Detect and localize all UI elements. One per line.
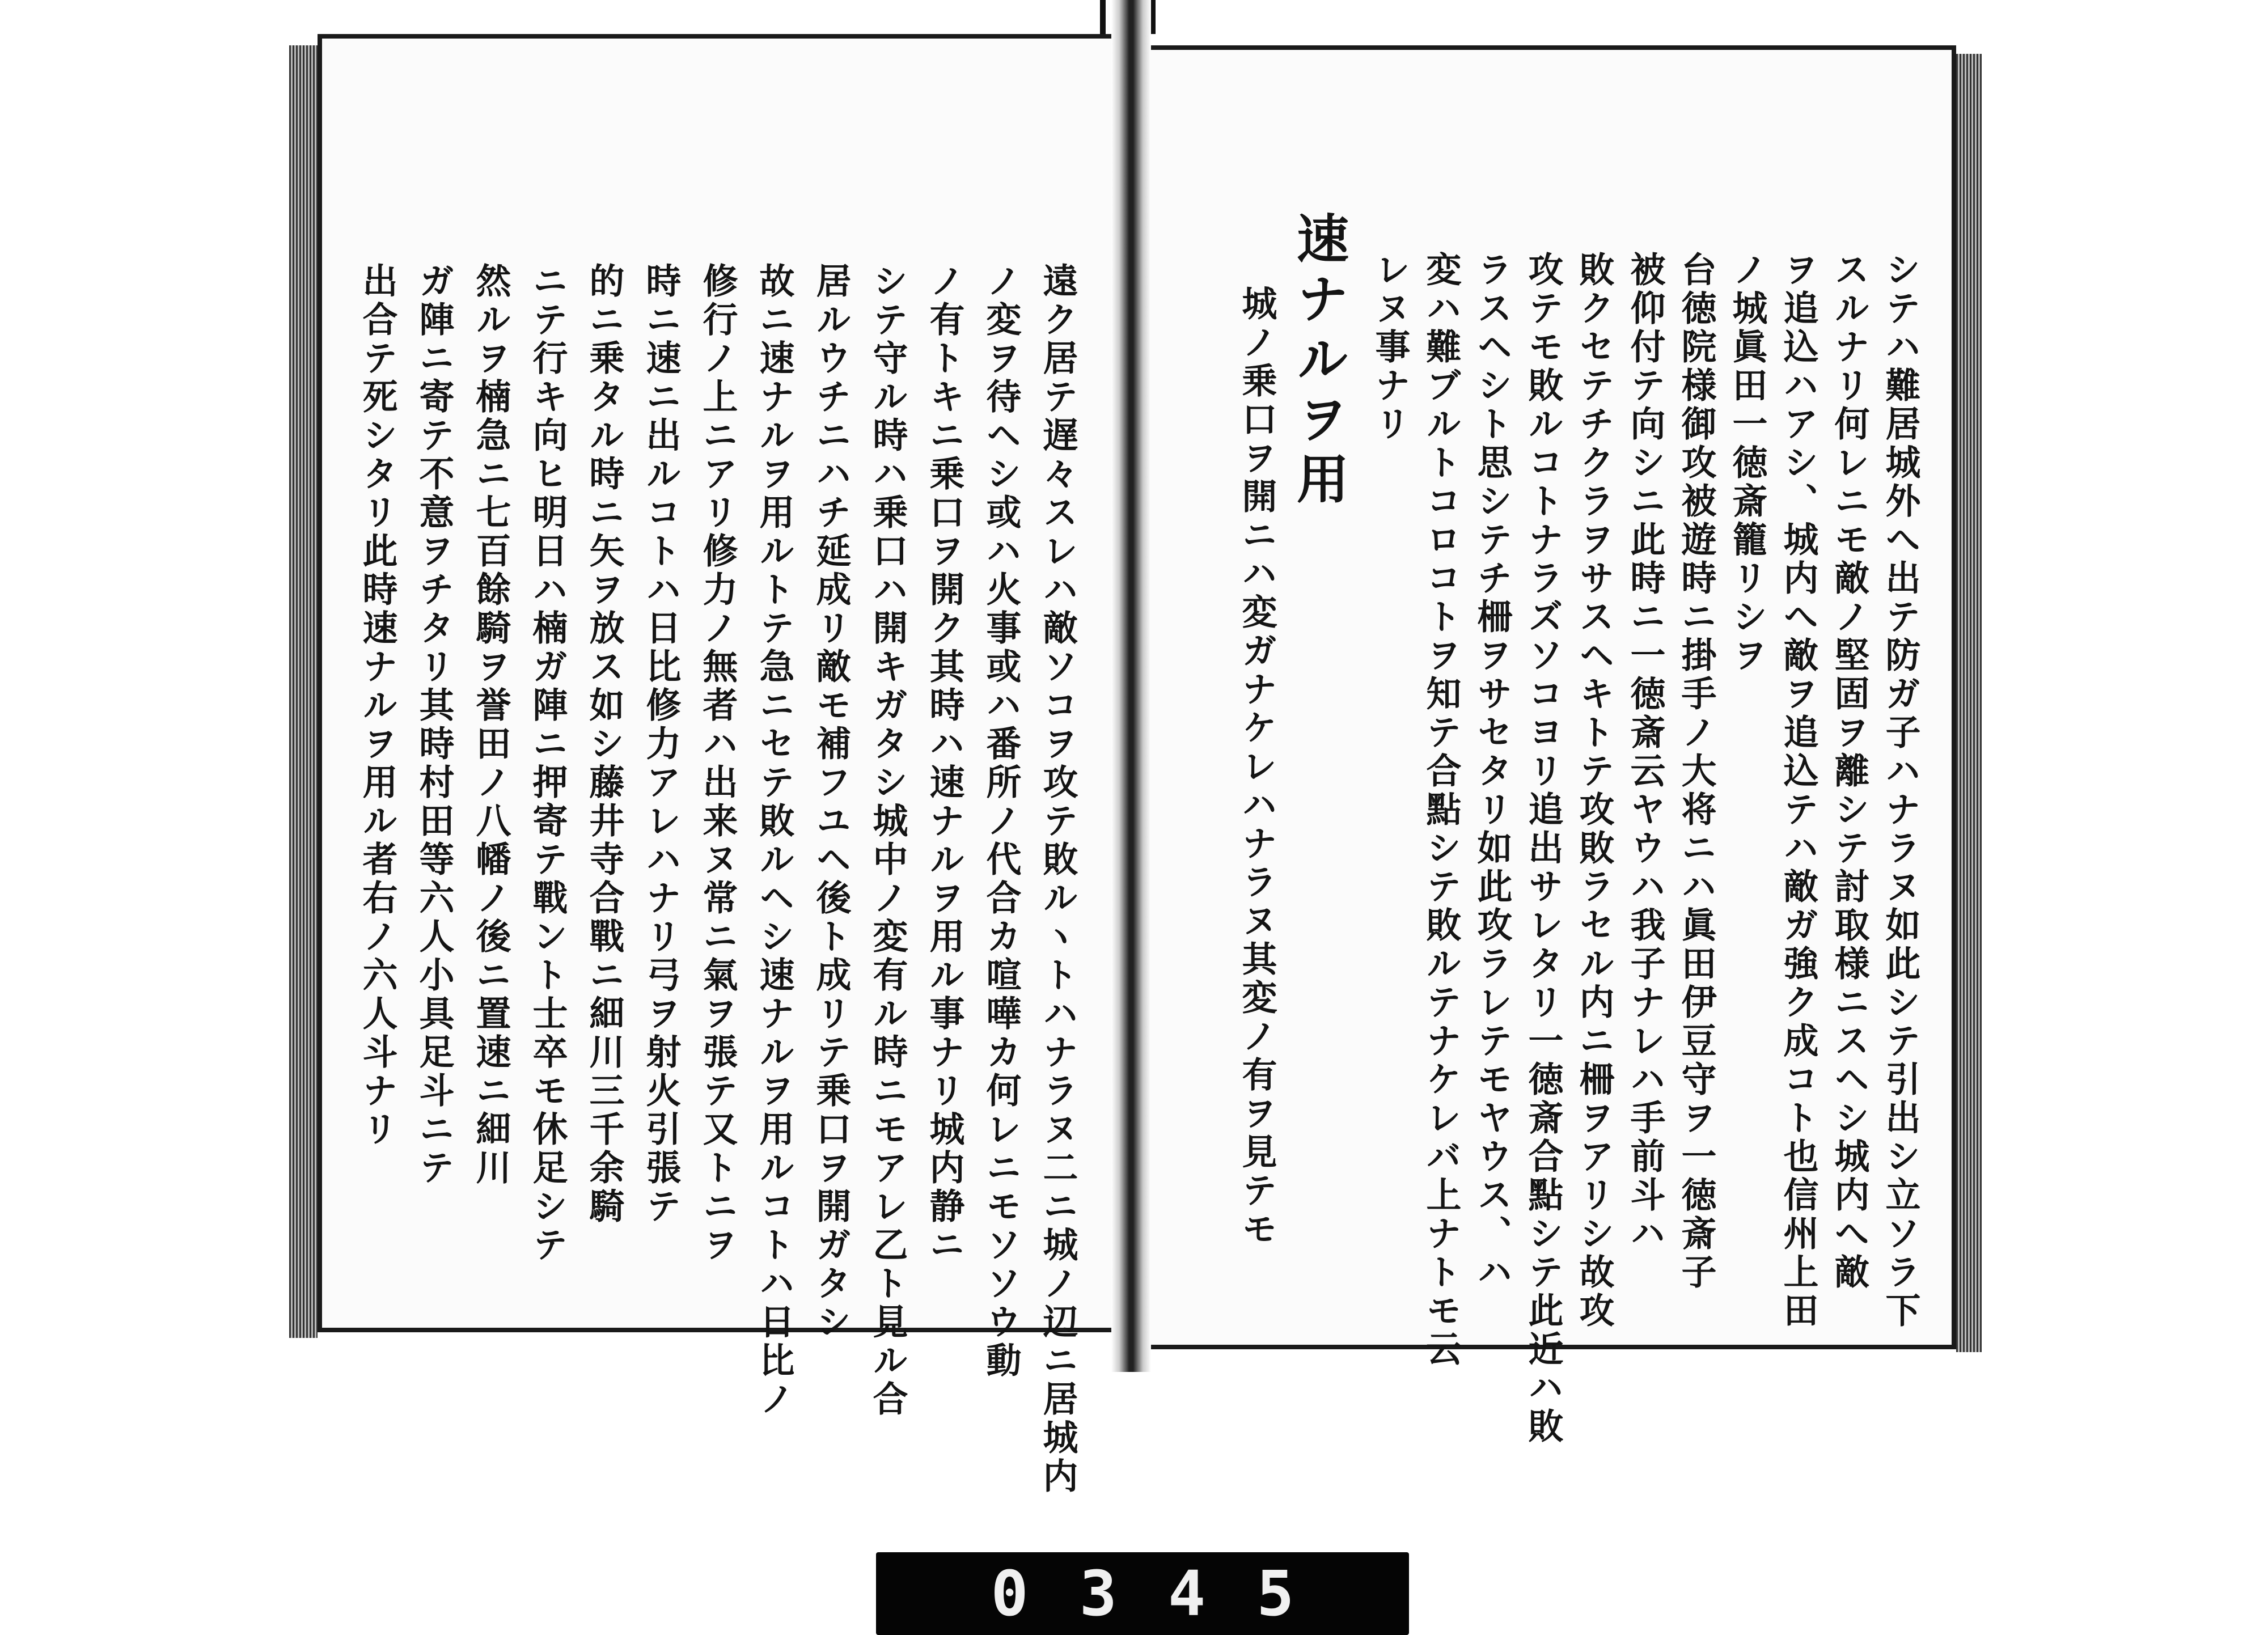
right-page-column-2: スルナリ何レニモ敵ノ堅固ヲ離シテ討取様ニスヘシ城内へ敵 bbox=[1829, 251, 1870, 1292]
section-heading: 速ナルヲ用 bbox=[1288, 211, 1349, 512]
right-page-column-1: シテハ難居城外へ出テ防ガ子ハナラヌ如此シテ引出シ立ソラ下 bbox=[1880, 251, 1921, 1331]
right-page-column-10: 変ハ難ブルトコロコトヲ知テ合點シテ敗ルテナケレバ上ナトモ云 bbox=[1420, 251, 1462, 1369]
right-page-column-11: レヌ事ナリ bbox=[1369, 251, 1411, 444]
left-page-column-1: 遠ク居テ遅々スレハ敵ソコヲ攻テ敗ルヽトハナラヌ二ニ城ノ辺ニ居城内 bbox=[1037, 262, 1078, 1496]
left-page-column-6: 故ニ速ナルヲ用ルトテ急ニセテ敗ルヘシ速ナルヲ用ルコトハ日比ノ bbox=[754, 262, 795, 1419]
right-page-column-9: ラスヘシト思シテチ柵ヲサセタリ如此攻ラレテモヤウス、ハ bbox=[1471, 251, 1513, 1292]
right-page-column-8: 攻テモ敗ルコトナラズソコヨリ追出サレタリ一徳斎合點シテ此近ハ敗 bbox=[1522, 251, 1564, 1446]
left-page-column-4: シテ守ル時ハ乗口ハ開キガタシ城中ノ変有ル時ニモアレ乙ト見ル合 bbox=[867, 262, 908, 1419]
frame-counter-value: 0345 bbox=[991, 1557, 1345, 1630]
left-page bbox=[318, 34, 1131, 1496]
left-page-column-13: 出合テ死シタリ此時速ナルヲ用ル者右ノ六人斗ナリ bbox=[357, 262, 398, 1149]
right-page bbox=[1131, 45, 1956, 1446]
left-page-column-9: 的ニ乗タル時ニ矢ヲ放ス如シ藤井寺合戰ニ細川三千余騎 bbox=[583, 262, 625, 1226]
right-page-column-3: ヲ追込ハアシ、城内へ敵ヲ追込テハ敵ガ強ク成コト也信州上田 bbox=[1778, 251, 1819, 1331]
left-page-column-10: ニテ行キ向ヒ明日ハ楠ガ陣ニ押寄テ戰ント士卒モ休足シテ bbox=[527, 262, 568, 1265]
book-gutter bbox=[1111, 0, 1151, 1372]
right-page-column-4: ノ城眞田一徳斎籠リシヲ bbox=[1727, 251, 1768, 675]
page-edge-left bbox=[289, 45, 318, 1338]
page-edge-right bbox=[1956, 54, 1982, 1352]
left-page-column-3: ノ有トキニ乗口ヲ開ク其時ハ速ナルヲ用ル事ナリ城内静ニ bbox=[924, 262, 965, 1265]
right-page-column-12: 城ノ乗口ヲ開ニハ変ガナケレハナラヌ其変ノ有ヲ見テモ bbox=[1236, 285, 1277, 1249]
right-page-column-5: 台徳院様御攻被遊時ニ掛手ノ大将ニハ眞田伊豆守ヲ一徳斎子 bbox=[1675, 251, 1717, 1292]
left-page-column-7: 修行ノ上ニアリ修力ノ無者ハ出来ヌ常ニ氣ヲ張テ又トニヲ bbox=[697, 262, 738, 1265]
left-page-column-5: 居ルウチニハチ延成リ敵モ補フユヘ後ト成リテ乗口ヲ開ガタシ bbox=[810, 262, 852, 1342]
frame-counter-label bbox=[876, 1552, 1409, 1635]
left-page-column-11: 然ルヲ楠急ニ七百餘騎ヲ誉田ノ八幡ノ後ニ置速ニ細川 bbox=[470, 262, 511, 1188]
right-page-column-7: 敗クセテチクラヲサスヘキトテ攻敗ラセル内ニ柵ヲアリシ故攻 bbox=[1573, 251, 1615, 1331]
left-page-column-8: 時ニ速ニ出ルコトハ日比修力アレハナリ弓ヲ射火引張テ bbox=[640, 262, 682, 1226]
right-page-column-6: 被仰付テ向シニ此時ニ一徳斎云ヤウハ我子ナレハ手前斗ハ bbox=[1624, 251, 1666, 1253]
left-page-column-12: ガ陣ニ寄テ不意ヲチタリ其時村田等六人小具足斗ニテ bbox=[413, 262, 455, 1188]
left-page-column-2: ノ変ヲ待ヘシ或ハ火事或ハ番所ノ代合カ喧嘩カ何レニモソソウ動 bbox=[980, 262, 1022, 1380]
